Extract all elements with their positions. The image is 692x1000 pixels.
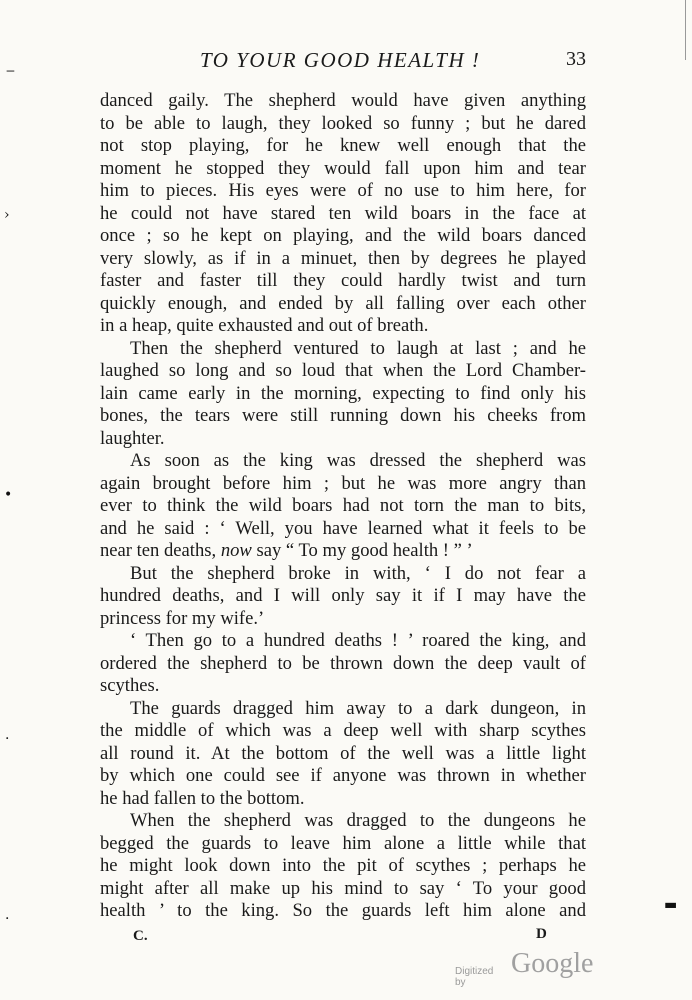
margin-mark: ‒ — [6, 63, 15, 79]
text-line: When the shepherd was dragged to the dungeons he — [130, 810, 586, 831]
page-number: 33 — [566, 48, 586, 70]
text-line: and he said : ‘ Well, you have learned what it feels to be — [100, 517, 586, 539]
text-line: by which one could see if anyone was thrown in whether — [100, 765, 586, 786]
text-line: ever to think the wild boars had not torn the man to bits, — [100, 495, 586, 516]
watermark-logo: Google — [511, 948, 594, 979]
page-edge-line — [685, 0, 686, 60]
text-line: he might look down into the pit of scythes ; perhaps he — [100, 855, 586, 876]
text-line: But the shepherd broke in with, ‘ I do not fear a — [130, 562, 586, 584]
text-line: again brought before him ; but he was more angry than — [100, 472, 586, 494]
text-line: faster and faster till they could hardly twist and turn — [100, 270, 586, 291]
watermark-caption: Digitized by — [455, 966, 494, 988]
running-title: TO YOUR GOOD HEALTH ! — [200, 48, 481, 72]
text-line: laughed so long and so loud that when the Lord Chamber- — [100, 360, 586, 381]
text-line: lain came early in the morning, expecting to find only his — [100, 382, 586, 404]
signature-mark-c: C. — [133, 928, 148, 944]
margin-mark: · — [5, 911, 10, 927]
text-line: ordered the shepherd to be thrown down the deep vault of — [100, 652, 586, 674]
margin-mark: ▬ — [664, 897, 678, 913]
text-line: bones, the tears were still running down his cheeks from — [100, 405, 586, 426]
text-line: quickly enough, and ended by all falling over each other — [100, 292, 586, 314]
text-segment: say “ To my good health ! ” ’ — [256, 540, 473, 561]
text-line: all round it. At the bottom of the well was a little light — [100, 742, 586, 764]
text-line: The guards dragged him away to a dark dungeon, in — [130, 697, 586, 719]
text-line: not stop playing, for he knew well enough that the — [100, 135, 586, 156]
text-line: scythes. — [100, 675, 160, 696]
margin-mark: · — [5, 731, 10, 747]
text-line: danced gaily. The shepherd would have given anything — [100, 90, 586, 111]
text-line: As soon as the king was dressed the shepherd was — [130, 450, 586, 471]
text-line: hundred deaths, and I will only say it if I may have the — [100, 585, 586, 606]
text-line: to be able to laugh, they looked so funny ; but he dared — [100, 112, 586, 134]
body-text — [100, 90, 586, 923]
text-line: him to pieces. His eyes were of no use to him here, for — [100, 180, 586, 201]
text-emphasis: now — [220, 540, 252, 561]
text-line: once ; so he kept on playing, and the wild boars danced — [100, 225, 586, 246]
text-line: Then the shepherd ventured to laugh at last ; and he — [130, 337, 586, 359]
text-line: health ’ to the king. So the guards left him alone and — [100, 900, 586, 921]
text-segment: near ten deaths, — [100, 540, 217, 561]
text-line: princess for my wife.’ — [100, 607, 265, 629]
text-line-mixed — [100, 540, 586, 563]
margin-mark: › — [4, 207, 10, 223]
text-line: he could not have stared ten wild boars in the face at — [100, 202, 586, 224]
text-line: might after all make up his mind to say ‘ To your good — [100, 877, 586, 899]
running-head — [100, 48, 586, 78]
text-line: the middle of which was a deep well with sharp scythes — [100, 720, 586, 741]
text-line: very slowly, as if in a minuet, then by degrees he played — [100, 247, 586, 269]
text-line: he had fallen to the bottom. — [100, 787, 305, 809]
signature-mark-d: D — [536, 926, 547, 942]
text-line: in a heap, quite exhausted and out of breath. — [100, 315, 429, 336]
text-line: begged the guards to leave him alone a little while that — [100, 832, 586, 854]
text-line: laughter. — [100, 427, 165, 449]
text-line: ‘ Then go to a hundred deaths ! ’ roared the king, and — [130, 630, 586, 651]
text-line: moment he stopped they would fall upon him and tear — [100, 157, 586, 179]
margin-mark: • — [4, 487, 13, 503]
